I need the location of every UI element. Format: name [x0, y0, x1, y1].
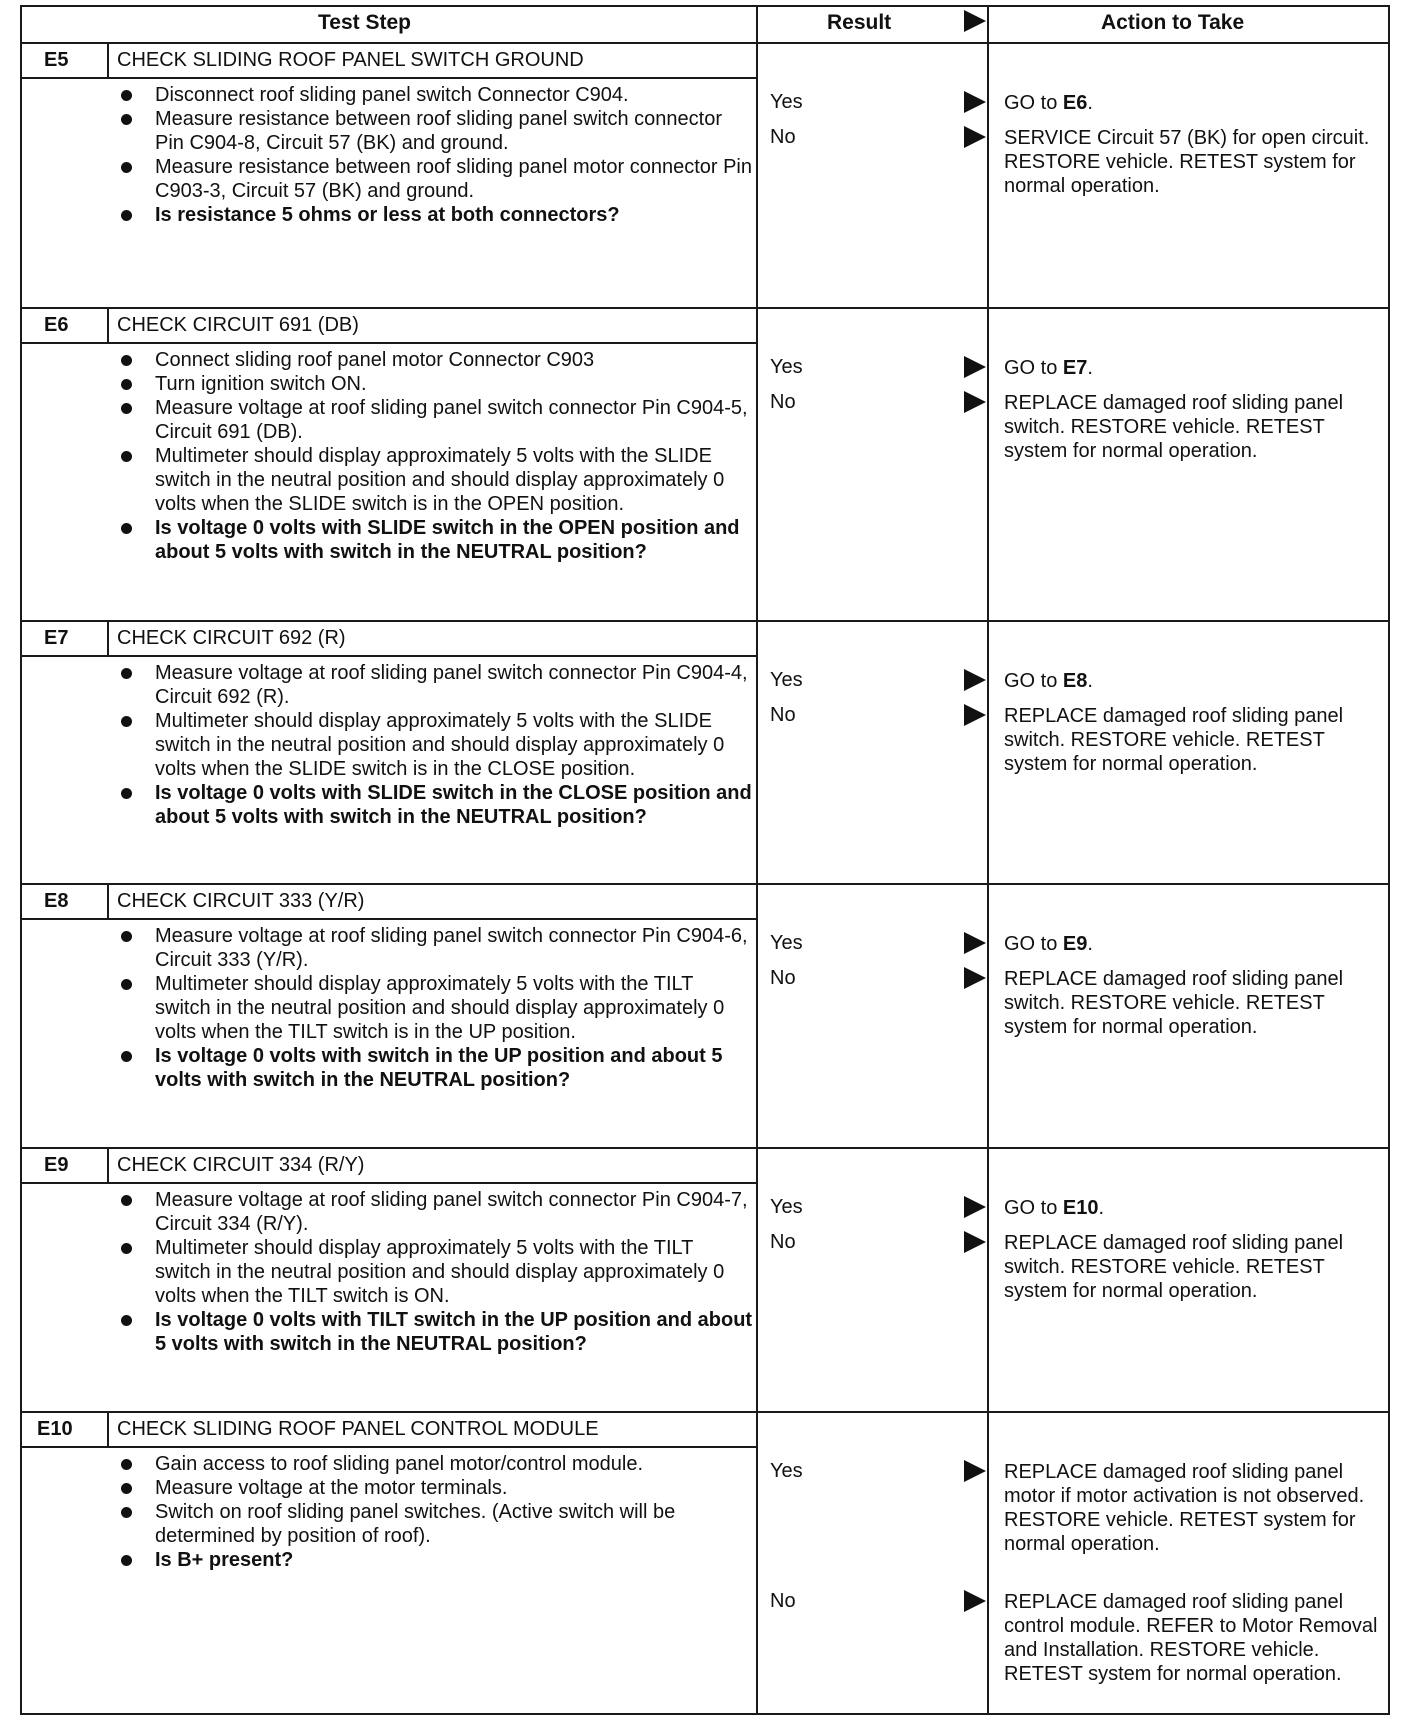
result-yes: Yes — [770, 91, 803, 113]
bullet-item — [113, 1476, 753, 1500]
step-title: CHECK CIRCUIT 692 (R) — [117, 627, 346, 649]
table-border-bottom — [20, 1713, 1388, 1715]
action-text — [1004, 356, 1389, 380]
bullet-text: Connect sliding roof panel motor Connector C903 — [155, 349, 595, 371]
action-main: REPLACE damaged roof sliding panel motor if motor activation is not observed. RESTORE vehicle. RETEST system for normal operation. — [1004, 1461, 1365, 1555]
action-main: REPLACE damaged roof sliding panel control module. REFER to Motor Removal and Installation. RESTORE vehicle. RETEST system for normal operation. — [1004, 1591, 1378, 1685]
arrow-right-icon — [964, 932, 986, 954]
action-suffix: . — [1087, 357, 1093, 379]
step-bullet-list — [113, 1188, 753, 1356]
question-text: Is voltage 0 volts with SLIDE switch in the OPEN position and about 5 volts with switch in the NEUTRAL position? — [155, 517, 740, 563]
arrow-right-icon — [964, 1460, 986, 1482]
bullet-text: Measure voltage at the motor terminals. — [155, 1477, 508, 1499]
step-title-divider — [20, 342, 756, 344]
bullet-item — [113, 1500, 753, 1548]
bullet-icon — [121, 379, 132, 390]
bullet-icon — [121, 1195, 132, 1206]
column-divider-result — [756, 5, 758, 1713]
step-id: E8 — [44, 890, 69, 912]
bullet-icon — [121, 668, 132, 679]
bullet-question — [113, 1308, 753, 1356]
bullet-icon — [121, 716, 132, 727]
bullet-text: Measure voltage at roof sliding panel switch connector Pin C904-7, Circuit 334 (R/Y). — [155, 1189, 748, 1235]
step-id: E10 — [37, 1418, 73, 1440]
action-text — [1004, 391, 1389, 463]
bullet-question — [113, 781, 753, 829]
step-bullet-list — [113, 661, 753, 829]
step-bullet-list — [113, 348, 753, 564]
step-title: CHECK CIRCUIT 334 (R/Y) — [117, 1154, 365, 1176]
step-divider — [20, 883, 1388, 885]
action-text — [1004, 1231, 1389, 1303]
header-arrow-icon — [964, 10, 986, 32]
bullet-item — [113, 83, 753, 107]
action-text — [1004, 967, 1389, 1039]
arrow-right-icon — [964, 1231, 986, 1253]
arrow-right-icon — [964, 356, 986, 378]
result-no: No — [770, 1231, 796, 1253]
arrow-right-icon — [964, 91, 986, 113]
action-text — [1004, 126, 1389, 198]
bullet-text: Switch on roof sliding panel switches. (Active switch will be determined by position of roof). — [155, 1501, 676, 1547]
result-yes: Yes — [770, 1196, 803, 1218]
action-step-ref: E9 — [1062, 933, 1088, 955]
bullet-question — [113, 1044, 753, 1092]
header-test-step: Test Step — [318, 11, 411, 34]
step-title-divider — [20, 1446, 756, 1448]
bullet-text: Multimeter should display approximately 5 volts with the SLIDE switch in the neutral position and should display approximately 0 volts when the SLIDE switch is in the CLOSE position. — [155, 710, 725, 780]
step-divider — [20, 307, 1388, 309]
step-title: CHECK SLIDING ROOF PANEL CONTROL MODULE — [117, 1418, 599, 1440]
header-action: Action to Take — [1101, 11, 1245, 34]
step-bullet-list — [113, 1452, 753, 1572]
step-title-divider — [20, 918, 756, 920]
step-bullet-list — [113, 924, 753, 1092]
bullet-text: Multimeter should display approximately 5 volts with the SLIDE switch in the neutral position and should display approximately 0 volts when the SLIDE switch is in the OPEN position. — [155, 445, 725, 515]
step-id: E9 — [44, 1154, 69, 1176]
bullet-icon — [121, 114, 132, 125]
bullet-icon — [121, 1051, 132, 1062]
step-title: CHECK CIRCUIT 691 (DB) — [117, 314, 359, 336]
question-text: Is voltage 0 volts with TILT switch in the UP position and about 5 volts with switch in the NEUTRAL position? — [155, 1309, 753, 1355]
action-main: REPLACE damaged roof sliding panel switch. RESTORE vehicle. RETEST system for normal operation. — [1004, 968, 1344, 1038]
step-id-divider — [107, 307, 109, 342]
bullet-text: Measure voltage at roof sliding panel switch connector Pin C904-4, Circuit 692 (R). — [155, 662, 748, 708]
action-main: GO to — [1004, 92, 1063, 114]
step-id-divider — [107, 1147, 109, 1182]
result-no: No — [770, 126, 796, 148]
bullet-icon — [121, 1507, 132, 1518]
question-text: Is voltage 0 volts with SLIDE switch in the CLOSE position and about 5 volts with switch in the NEUTRAL position? — [155, 782, 752, 828]
action-suffix: . — [1087, 933, 1093, 955]
bullet-item — [113, 155, 753, 203]
action-step-ref: E8 — [1062, 670, 1088, 692]
table-border-right — [1388, 5, 1390, 1715]
bullet-item — [113, 924, 753, 972]
action-main: GO to — [1004, 933, 1063, 955]
bullet-item — [113, 348, 753, 372]
action-main: REPLACE damaged roof sliding panel switch. RESTORE vehicle. RETEST system for normal operation. — [1004, 392, 1344, 462]
arrow-right-icon — [964, 704, 986, 726]
arrow-right-icon — [964, 126, 986, 148]
bullet-icon — [121, 1243, 132, 1254]
bullet-icon — [121, 523, 132, 534]
action-step-ref: E7 — [1062, 357, 1088, 379]
action-step-ref: E10 — [1062, 1197, 1099, 1219]
bullet-item — [113, 1452, 753, 1476]
result-yes: Yes — [770, 356, 803, 378]
bullet-item — [113, 1236, 753, 1308]
bullet-icon — [121, 162, 132, 173]
step-title: CHECK SLIDING ROOF PANEL SWITCH GROUND — [117, 49, 584, 71]
result-yes: Yes — [770, 932, 803, 954]
step-id: E5 — [44, 49, 69, 71]
step-divider — [20, 1411, 1388, 1413]
action-main: SERVICE Circuit 57 (BK) for open circuit. RESTORE vehicle. RETEST system for normal operation. — [1004, 127, 1370, 197]
arrow-right-icon — [964, 391, 986, 413]
header-divider — [20, 42, 1388, 44]
bullet-item — [113, 444, 753, 516]
table-border-left — [20, 5, 22, 1713]
question-text: Is voltage 0 volts with switch in the UP position and about 5 volts with switch in the NEUTRAL position? — [155, 1045, 723, 1091]
bullet-icon — [121, 979, 132, 990]
bullet-icon — [121, 403, 132, 414]
table-border-top — [20, 5, 1388, 7]
bullet-icon — [121, 1483, 132, 1494]
bullet-icon — [121, 210, 132, 221]
action-text — [1004, 1196, 1389, 1220]
bullet-question — [113, 516, 753, 564]
bullet-text: Measure voltage at roof sliding panel switch connector Pin C904-6, Circuit 333 (Y/R). — [155, 925, 748, 971]
bullet-text: Multimeter should display approximately 5 volts with the TILT switch in the neutral position and should display approximately 0 volts when the TILT switch is in the UP position. — [155, 973, 725, 1043]
action-text — [1004, 704, 1389, 776]
result-no: No — [770, 391, 796, 413]
header-result: Result — [827, 11, 892, 34]
step-id-divider — [107, 883, 109, 918]
arrow-right-icon — [964, 669, 986, 691]
bullet-text: Measure resistance between roof sliding panel switch connector Pin C904-8, Circuit 57 (BK) and ground. — [155, 108, 722, 154]
step-id: E7 — [44, 627, 69, 649]
question-text: Is B+ present? — [155, 1549, 294, 1571]
result-no: No — [770, 704, 796, 726]
bullet-text: Multimeter should display approximately 5 volts with the TILT switch in the neutral position and should display approximately 0 volts when the TILT switch is ON. — [155, 1237, 725, 1307]
bullet-question — [113, 203, 753, 227]
step-id: E6 — [44, 314, 69, 336]
result-no: No — [770, 967, 796, 989]
bullet-text: Measure resistance between roof sliding panel motor connector Pin C903-3, Circuit 57 (BK) and ground. — [155, 156, 752, 202]
step-id-divider — [107, 620, 109, 655]
bullet-icon — [121, 90, 132, 101]
action-main: REPLACE damaged roof sliding panel switch. RESTORE vehicle. RETEST system for normal operation. — [1004, 705, 1344, 775]
bullet-question — [113, 1548, 753, 1572]
bullet-item — [113, 396, 753, 444]
result-yes: Yes — [770, 669, 803, 691]
bullet-item — [113, 972, 753, 1044]
action-text — [1004, 932, 1389, 956]
arrow-right-icon — [964, 967, 986, 989]
arrow-right-icon — [964, 1590, 986, 1612]
bullet-item — [113, 661, 753, 709]
bullet-text: Measure voltage at roof sliding panel switch connector Pin C904-5, Circuit 691 (DB). — [155, 397, 748, 443]
arrow-right-icon — [964, 1196, 986, 1218]
action-step-ref: E6 — [1062, 92, 1088, 114]
step-title: CHECK CIRCUIT 333 (Y/R) — [117, 890, 365, 912]
bullet-icon — [121, 931, 132, 942]
step-divider — [20, 620, 1388, 622]
step-bullet-list — [113, 83, 753, 227]
bullet-icon — [121, 788, 132, 799]
bullet-icon — [121, 355, 132, 366]
step-title-divider — [20, 1182, 756, 1184]
bullet-text: Gain access to roof sliding panel motor/control module. — [155, 1453, 644, 1475]
step-id-divider — [107, 1411, 109, 1446]
action-main: GO to — [1004, 1197, 1063, 1219]
bullet-icon — [121, 1315, 132, 1326]
question-text: Is resistance 5 ohms or less at both connectors? — [155, 204, 620, 226]
column-divider-action — [987, 5, 989, 1713]
action-suffix: . — [1098, 1197, 1105, 1219]
bullet-item — [113, 709, 753, 781]
step-title-divider — [20, 77, 756, 79]
bullet-item — [113, 107, 753, 155]
result-yes: Yes — [770, 1460, 803, 1482]
action-suffix: . — [1087, 670, 1093, 692]
bullet-icon — [121, 451, 132, 462]
action-main: GO to — [1004, 357, 1063, 379]
action-main: GO to — [1004, 670, 1063, 692]
step-id-divider — [107, 42, 109, 77]
bullet-item — [113, 372, 753, 396]
bullet-icon — [121, 1459, 132, 1470]
bullet-item — [113, 1188, 753, 1236]
step-divider — [20, 1147, 1388, 1149]
action-text — [1004, 1590, 1389, 1686]
bullet-text: Disconnect roof sliding panel switch Connector C904. — [155, 84, 629, 106]
action-text — [1004, 91, 1389, 115]
action-main: REPLACE damaged roof sliding panel switch. RESTORE vehicle. RETEST system for normal operation. — [1004, 1232, 1344, 1302]
bullet-icon — [121, 1555, 132, 1566]
action-text — [1004, 669, 1389, 693]
bullet-text: Turn ignition switch ON. — [155, 373, 367, 395]
step-title-divider — [20, 655, 756, 657]
action-suffix: . — [1087, 92, 1093, 114]
result-no: No — [770, 1590, 796, 1612]
action-text — [1004, 1460, 1389, 1556]
